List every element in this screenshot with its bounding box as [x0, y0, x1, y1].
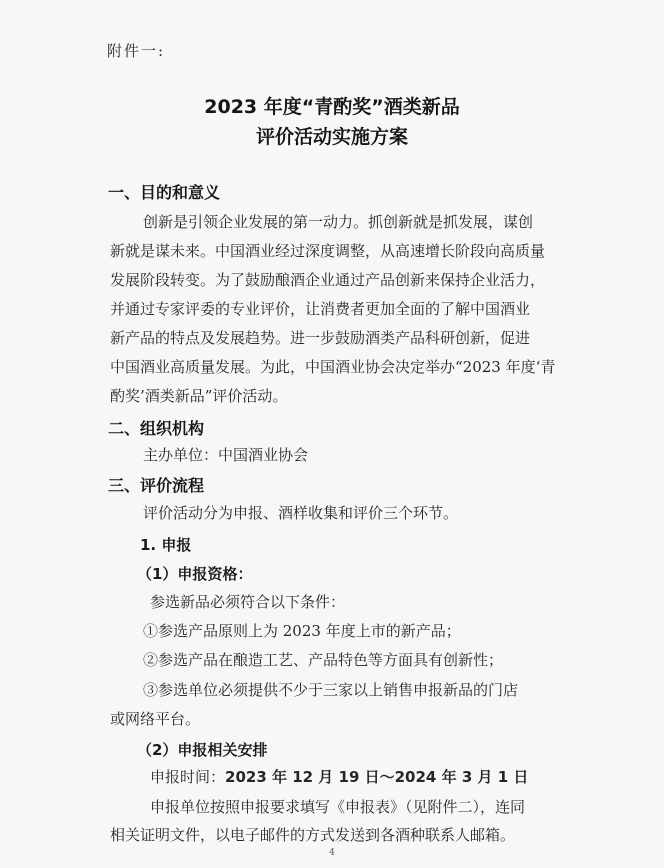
- submission-line: 申报单位按照申报要求填写《申报表》（见附件二），连同: [150, 798, 526, 816]
- paragraph-line: 中国酒业高质量发展。为此，中国酒业协会决定举办“2023 年度‘青: [110, 358, 556, 376]
- document-title-line1: 2023 年度“青酌奖”酒类新品: [204, 96, 460, 118]
- condition-item: ①参选产品原则上为 2023 年度上市的新产品；: [143, 622, 461, 640]
- subsection-eligibility: （1）申报资格：: [137, 565, 253, 583]
- submission-line-continued: 相关证明文件，以电子邮件的方式发送到各酒种联系人邮箱。: [110, 826, 516, 844]
- process-intro: 评价活动分为申报、酒样收集和评价三个环节。: [143, 504, 459, 522]
- paragraph-line: 新就是谋未来。中国酒业经过深度调整，从高速增长阶段向高质量: [110, 242, 546, 260]
- application-time-line: [150, 767, 528, 787]
- subsection-apply: 1. 申报: [140, 536, 192, 554]
- application-time-label: 申报时间：: [150, 768, 226, 786]
- section-heading-organization: 二、组织机构: [108, 419, 205, 438]
- section-heading-purpose: 一、目的和意义: [108, 183, 221, 202]
- paragraph-line: 创新是引领企业发展的第一动力。抓创新就是抓发展，谋创: [143, 213, 534, 231]
- condition-item: ③参选单位必须提供不少于三家以上销售申报新品的门店: [143, 681, 519, 699]
- document-title-line2: 评价活动实施方案: [255, 126, 408, 148]
- attachment-label: 附件一:: [107, 42, 166, 60]
- paragraph-line: 酌奖’酒类新品”评价活动。: [110, 387, 288, 405]
- condition-item: ②参选产品在酿造工艺、产品特色等方面具有创新性；: [143, 651, 504, 669]
- condition-item-continued: 或网络平台。: [110, 710, 201, 728]
- paragraph-line: 并通过专家评委的专业评价，让消费者更加全面的了解中国酒业: [110, 300, 531, 318]
- subsection-arrangements: （2）申报相关安排: [137, 741, 268, 759]
- section-heading-process: 三、评价流程: [108, 476, 205, 495]
- application-time-value: 2023 年 12 月 19 日～2024 年 3 月 1 日: [225, 768, 529, 786]
- organizer-line: 主办单位：中国酒业协会: [143, 446, 309, 464]
- page-number: 4: [329, 848, 335, 858]
- paragraph-line: 新产品的特点及发展趋势。进一步鼓励酒类产品科研创新，促进: [110, 329, 531, 347]
- paragraph-line: 发展阶段转变。为了鼓励酿酒企业通过产品创新来保持企业活力，: [110, 271, 546, 289]
- conditions-intro: 参选新品必须符合以下条件：: [150, 593, 346, 611]
